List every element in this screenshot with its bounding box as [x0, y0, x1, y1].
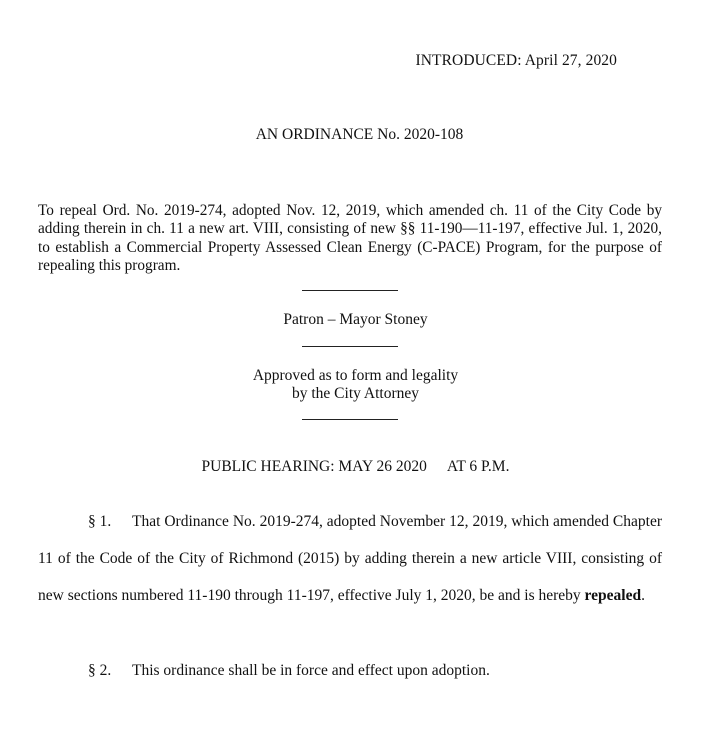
ordinance-caption: To repeal Ord. No. 2019-274, adopted Nov. 12, 2019, which amended ch. 11 of the City Code by adding therein in ch. 11 a new art. VIII, consisting of new §§ 11-190—11-197, effective Jul. 1, 2020, to establish a Commercial Property Assessed Clean Energy (C-PACE) Program, for the purpose of repealing this program. — [38, 202, 662, 275]
introduced-date: INTRODUCED: April 27, 2020 — [415, 52, 617, 69]
section-2 — [38, 652, 662, 689]
section-text: That Ordinance No. 2019-274, adopted November 12, 2019, which amended Chapter 11 of the Code of the City of Richmond (2015) by adding therein a new article VIII, consisting of new sections numbered 11-190 through 11-197, effective July 1, 2020, be and is hereby — [38, 513, 662, 604]
section-end: . — [641, 587, 645, 604]
section-number: § 2. — [88, 662, 112, 679]
patron-line: Patron – Mayor Stoney — [283, 311, 428, 328]
divider-rule — [302, 419, 398, 420]
ordinance-title: AN ORDINANCE No. 2020-108 — [255, 126, 464, 143]
public-hearing-date: PUBLIC HEARING: MAY 26 2020 — [201, 458, 427, 475]
section-number: § 1. — [88, 513, 112, 530]
public-hearing-time: AT 6 P.M. — [446, 458, 510, 475]
approval-line-1: Approved as to form and legality — [252, 367, 459, 384]
public-hearing-line — [0, 458, 711, 476]
divider-rule — [302, 346, 398, 347]
divider-rule — [302, 290, 398, 291]
section-1 — [38, 503, 662, 614]
section-text: This ordinance shall be in force and effect upon adoption. — [132, 662, 490, 679]
approval-line-2: by the City Attorney — [291, 385, 419, 402]
section-emphasis: repealed — [584, 587, 642, 604]
